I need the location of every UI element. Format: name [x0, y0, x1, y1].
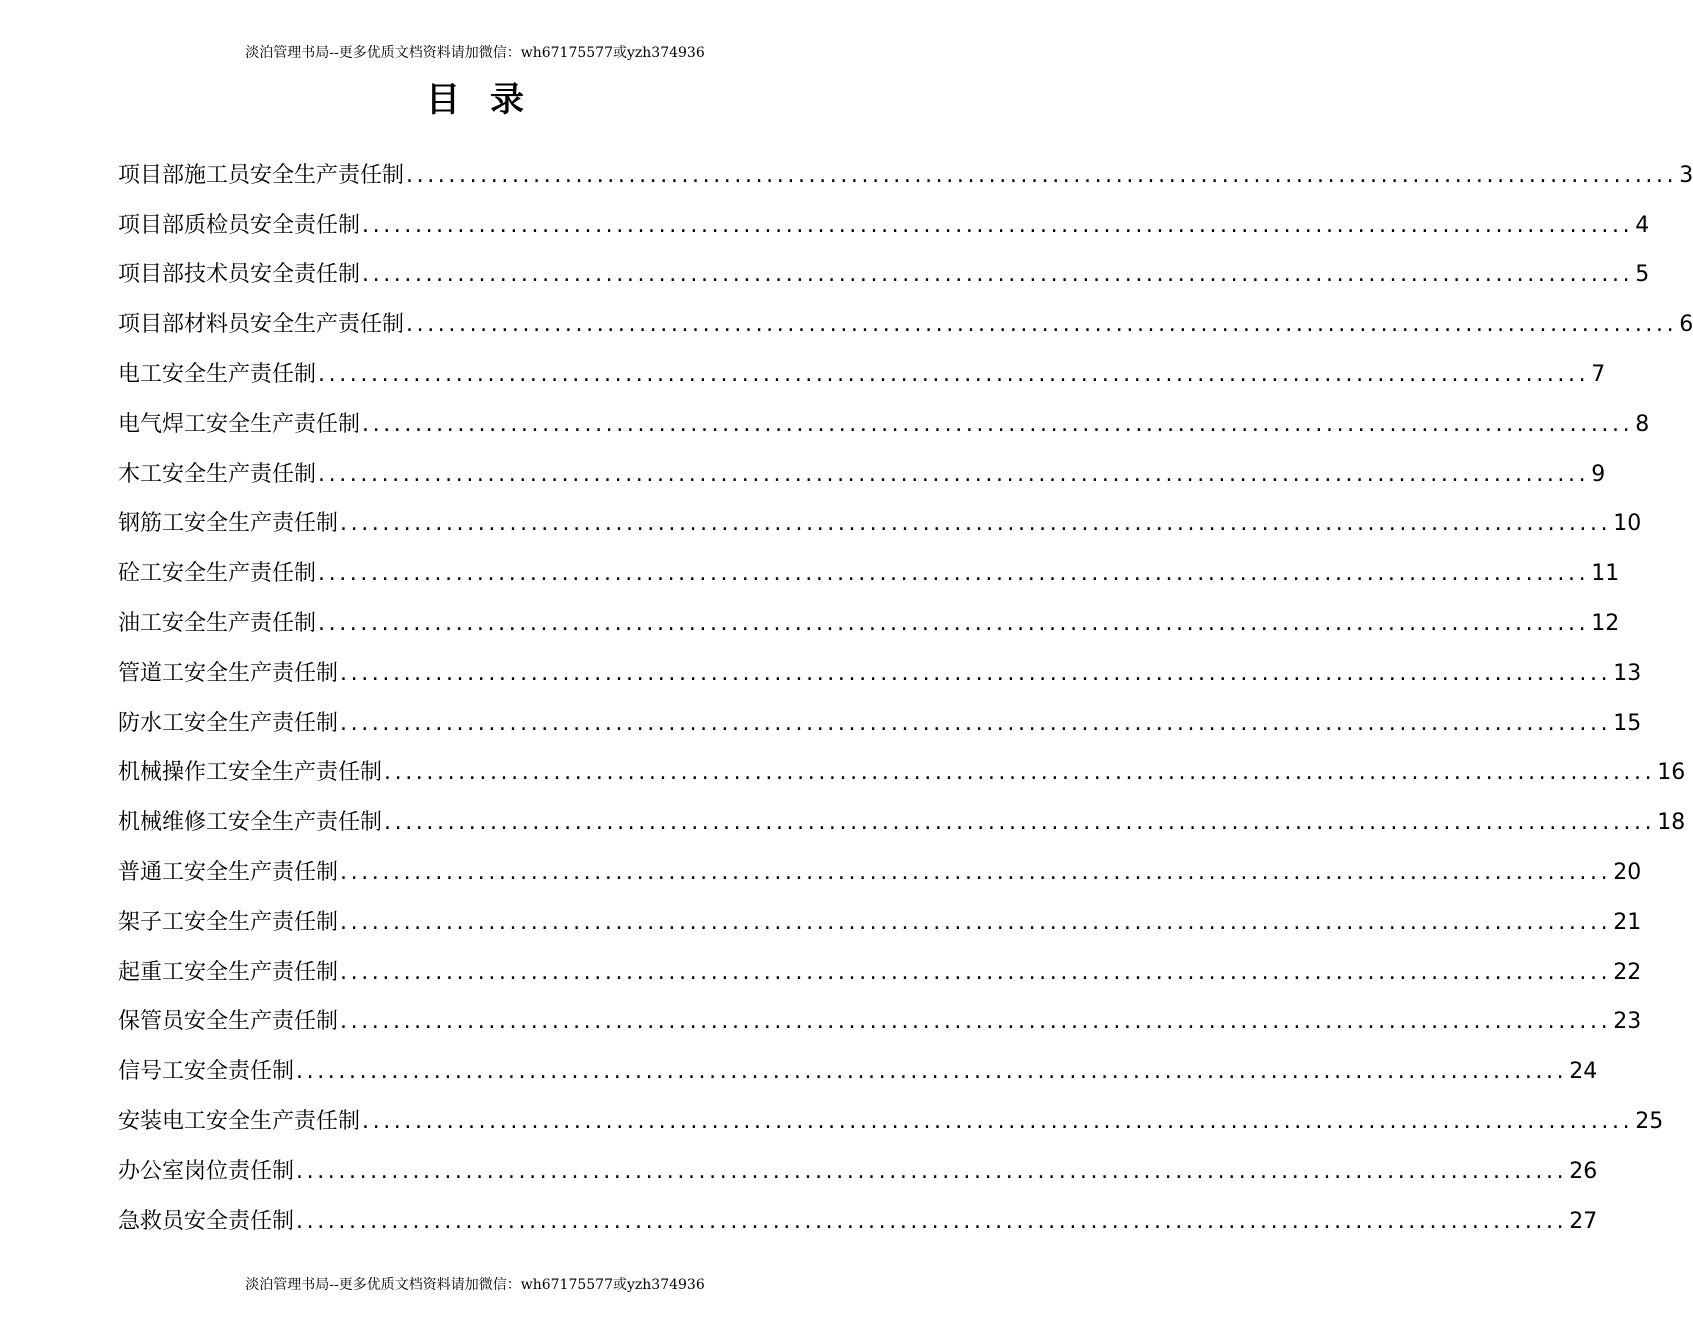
toc-dot-leader: ........................................................................................................................	[340, 710, 1612, 736]
toc-entry-page-number: 26	[1569, 1158, 1598, 1184]
toc-entry-label: 架子工安全生产责任制	[118, 909, 339, 935]
toc-dot-leader: ........................................................................................................................	[318, 561, 1590, 587]
toc-dot-leader: ........................................................................................................................	[318, 461, 1590, 487]
page-title: 目录	[426, 80, 554, 120]
toc-entry-label: 起重工安全生产责任制	[118, 959, 339, 985]
toc-entry-page-number: 18	[1657, 810, 1686, 836]
toc-entry[interactable]	[118, 345, 1606, 395]
toc-entry-page-number: 9	[1591, 461, 1606, 487]
toc-entry[interactable]	[118, 943, 1642, 993]
toc-entry-label: 油工安全生产责任制	[118, 610, 317, 636]
toc-entry-label: 砼工安全生产责任制	[118, 561, 317, 587]
toc-entry[interactable]	[118, 1192, 1598, 1242]
toc-entry[interactable]	[118, 1092, 1664, 1142]
toc-entry-page-number: 22	[1613, 959, 1642, 985]
toc-entry[interactable]	[118, 146, 1693, 196]
toc-entry-page-number: 3	[1679, 162, 1693, 188]
toc-entry-label: 防水工安全生产责任制	[118, 710, 339, 736]
toc-entry-page-number: 6	[1679, 312, 1693, 338]
toc-entry-label: 项目部施工员安全生产责任制	[118, 162, 405, 188]
toc-entry[interactable]	[118, 744, 1686, 794]
toc-entry[interactable]	[118, 1042, 1598, 1092]
toc-dot-leader: ........................................................................................................................	[340, 1009, 1612, 1035]
toc-dot-leader: ........................................................................................................................	[362, 1108, 1634, 1134]
toc-entry[interactable]	[118, 495, 1642, 545]
toc-entry-label: 机械维修工安全生产责任制	[118, 810, 383, 836]
toc-dot-leader: ........................................................................................................................	[296, 1208, 1568, 1234]
toc-entry-label: 项目部质检员安全责任制	[118, 212, 361, 238]
toc-dot-leader: ........................................................................................................................	[340, 511, 1612, 537]
toc-entry[interactable]	[118, 993, 1642, 1043]
toc-dot-leader: ........................................................................................................................	[384, 760, 1656, 786]
toc-entry[interactable]	[118, 295, 1693, 345]
toc-dot-leader: ........................................................................................................................	[340, 660, 1612, 686]
toc-entry-page-number: 12	[1591, 610, 1620, 636]
toc-entry-label: 管道工安全生产责任制	[118, 660, 339, 686]
toc-entry-label: 项目部材料员安全生产责任制	[118, 312, 405, 338]
toc-entry[interactable]	[118, 445, 1606, 495]
toc-entry[interactable]	[118, 1142, 1598, 1192]
toc-dot-leader: ........................................................................................................................	[296, 1059, 1568, 1085]
toc-entry-page-number: 13	[1613, 660, 1642, 686]
toc-entry-page-number: 27	[1569, 1208, 1598, 1234]
toc-entry[interactable]	[118, 544, 1620, 594]
toc-dot-leader: ........................................................................................................................	[362, 212, 1634, 238]
toc-entry-label: 保管员安全生产责任制	[118, 1009, 339, 1035]
toc-dot-leader: ........................................................................................................................	[384, 810, 1656, 836]
toc-entry[interactable]	[118, 196, 1650, 246]
toc-dot-leader: ........................................................................................................................	[406, 162, 1678, 188]
toc-dot-leader: ........................................................................................................................	[340, 859, 1612, 885]
toc-entry[interactable]	[118, 893, 1642, 943]
toc-dot-leader: ........................................................................................................................	[318, 610, 1590, 636]
toc-entry-page-number: 11	[1591, 561, 1620, 587]
header-note: 淡泊管理书局--更多优质文档资料请加微信：wh67175577或yzh374936	[245, 45, 705, 61]
toc-entry-page-number: 21	[1613, 909, 1642, 935]
toc-entry-page-number: 23	[1613, 1009, 1642, 1035]
toc-entry-page-number: 15	[1613, 710, 1642, 736]
toc-entry-page-number: 25	[1635, 1108, 1664, 1134]
toc-entry-page-number: 10	[1613, 511, 1642, 537]
toc-entry[interactable]	[118, 694, 1642, 744]
toc-entry-label: 机械操作工安全生产责任制	[118, 760, 383, 786]
toc-dot-leader: ........................................................................................................................	[362, 262, 1634, 288]
toc-entry-page-number: 24	[1569, 1059, 1598, 1085]
toc-entry-page-number: 4	[1635, 212, 1650, 238]
toc-dot-leader: ........................................................................................................................	[406, 312, 1678, 338]
toc-dot-leader: ........................................................................................................................	[340, 909, 1612, 935]
toc-entry-label: 急救员安全责任制	[118, 1208, 295, 1234]
table-of-contents	[118, 146, 1693, 1242]
toc-dot-leader: ........................................................................................................................	[340, 959, 1612, 985]
footer-note: 淡泊管理书局--更多优质文档资料请加微信：wh67175577或yzh374936	[245, 1277, 705, 1293]
toc-dot-leader: ........................................................................................................................	[318, 361, 1590, 387]
toc-entry[interactable]	[118, 594, 1620, 644]
toc-entry-page-number: 8	[1635, 411, 1650, 437]
toc-entry-page-number: 20	[1613, 859, 1642, 885]
toc-entry-label: 项目部技术员安全责任制	[118, 262, 361, 288]
toc-entry-label: 安装电工安全生产责任制	[118, 1108, 361, 1134]
toc-entry[interactable]	[118, 793, 1686, 843]
toc-entry[interactable]	[118, 246, 1650, 296]
toc-dot-leader: ........................................................................................................................	[296, 1158, 1568, 1184]
toc-entry[interactable]	[118, 395, 1650, 445]
toc-dot-leader: ........................................................................................................................	[362, 411, 1634, 437]
toc-entry-page-number: 7	[1591, 361, 1606, 387]
toc-entry-label: 普通工安全生产责任制	[118, 859, 339, 885]
toc-entry-label: 电工安全生产责任制	[118, 361, 317, 387]
toc-entry-label: 信号工安全责任制	[118, 1059, 295, 1085]
toc-entry-page-number: 5	[1635, 262, 1650, 288]
toc-entry-label: 木工安全生产责任制	[118, 461, 317, 487]
toc-entry-page-number: 16	[1657, 760, 1686, 786]
toc-entry-label: 办公室岗位责任制	[118, 1158, 295, 1184]
toc-entry[interactable]	[118, 843, 1642, 893]
toc-entry-label: 电气焊工安全生产责任制	[118, 411, 361, 437]
toc-entry-label: 钢筋工安全生产责任制	[118, 511, 339, 537]
toc-entry[interactable]	[118, 644, 1642, 694]
